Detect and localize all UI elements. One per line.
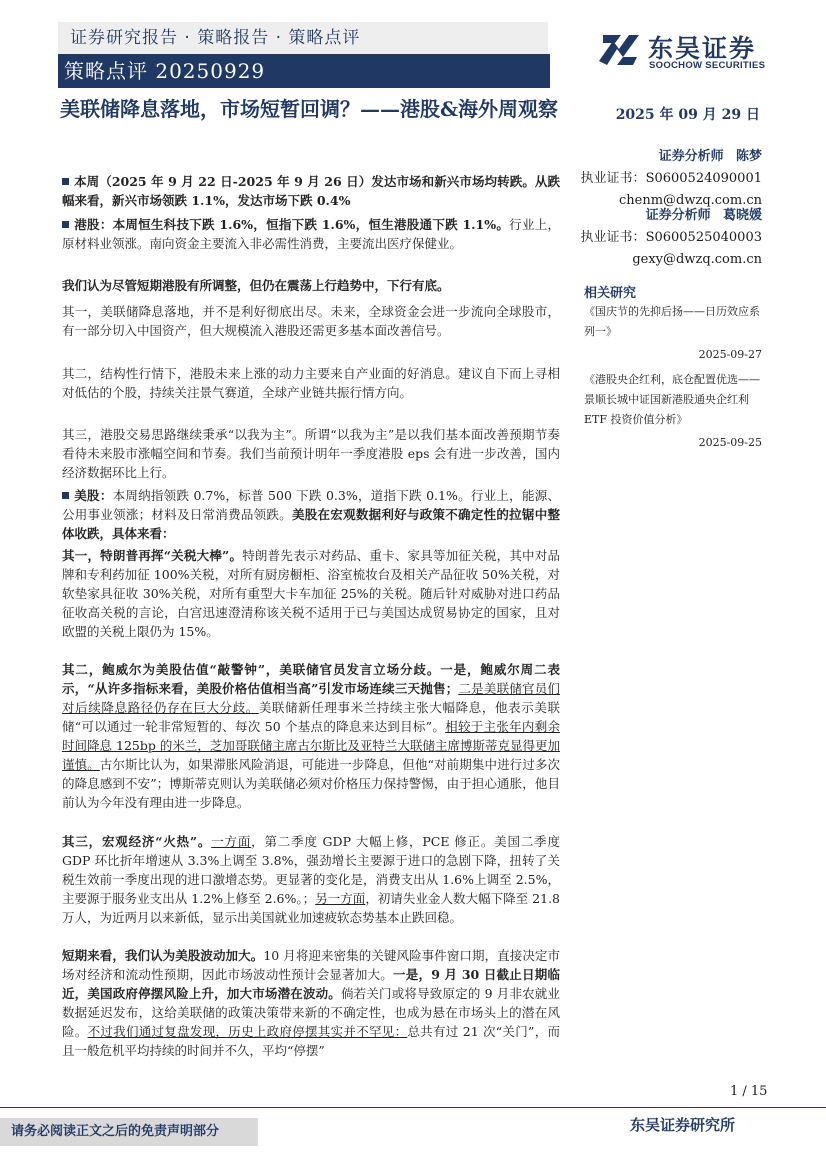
paragraph-2: 其二，结构性行情下，港股未来上涨的动力主要来自产业面的好消息。建议自下而上寻相对低估的个股，持续关注景气赛道，全球产业链共振行情方向。 xyxy=(62,366,560,400)
bullet-hk-market: 港股：本周恒生科技下跌 1.6%，恒指下跌 1.6%，恒生港股通下跌 1.1%。行业上，原材料业领涨。南向资金主要流入非必需性消费，主要流出医疗保健业。 xyxy=(62,217,560,251)
section-fed: 其二，鲍威尔为美股估值“敲警钟”，美联储官员发言立场分歧。一是，鲍威尔周二表示，“从许多指标来看，美股价格估值相当高”引发市场连续三天抛售；二是美联储官员们对后续降息路径仍存在巨大分歧。美联储新任理事米兰持续主张大幅降息，他表示美联储“可以通过一轮非常短暂的、每次 50 个基点的降息来达到目标”。相较于主张年内剩余时间降息 125bp 的米兰，芝加哥联储主席古尔斯比及亚特兰大联储主席博斯蒂克显得更加谨慎。古尔斯比认为，如果滞胀风险消退，可能进一步降息，但他“对前期集中进行过多次的降息感到不安”；博斯蒂克则认为美联储必须对价格压力保持警惕，由于担心通胀，他目前认为今年没有理由进一步降息。 xyxy=(62,662,560,810)
paragraph-3: 其三，港股交易思路继续秉承“以我为主”。所谓“以我为主”是以我们基本面改善预期节奏看待未来股市涨幅空间和节奏。我们当前预计明年一季度港股 eps 会有进一步改善，国内经济数据环比上行。 xyxy=(62,427,560,480)
cert-label: 执业证书： xyxy=(580,230,646,245)
soochow-logo-icon xyxy=(593,27,645,73)
page-number: 1 / 15 xyxy=(730,1084,768,1099)
related-research-title: 相关研究 xyxy=(584,286,637,301)
cert-number: S0600524090001 xyxy=(645,171,762,186)
analyst-role: 证券分析师 xyxy=(645,208,711,223)
analyst-name: 葛晓媛 xyxy=(722,208,762,223)
bullet-square-icon xyxy=(62,492,69,499)
analyst-2 xyxy=(580,205,762,271)
report-type-band: 策略点评 20250929 xyxy=(58,54,550,88)
institute-name: 东吴证券研究所 xyxy=(630,1116,736,1134)
disclaimer-note: 请务必阅读正文之后的免责声明部分 xyxy=(0,1118,258,1146)
bullet-square-icon xyxy=(62,221,69,228)
related-item[interactable]: 《国庆节的先抑后扬——日历效应系列一》 xyxy=(584,305,760,338)
logo-english-name: SOOCHOW SECURITIES xyxy=(649,60,766,71)
logo-name: 东吴证券 xyxy=(648,34,757,63)
cert-number: S0600525040003 xyxy=(645,230,762,245)
paragraph-1: 其一，美联储降息落地，并不是利好彻底出尽。未来，全球资金会进一步流向全球股市，有一部分切入中国资产，但大规模流入港股还需更多基本面改善信号。 xyxy=(62,304,560,338)
bullet-square-icon xyxy=(62,178,69,185)
analyst-email[interactable]: chenm@dwzq.com.cn xyxy=(618,193,762,208)
bullet-us-market: 美股：本周纳指领跌 0.7%，标普 500 下跌 0.3%，道指下跌 0.1%。行业上，能源、公用事业领涨；材料及日常消费品领跌。美股在宏观数据利好与政策不确定性的拉锯中整体收跌，具体来看： xyxy=(62,488,560,541)
report-date: 2025 年 09 月 29 日 xyxy=(615,107,760,123)
section-outlook: 短期来看，我们认为美股波动加大。10 月将迎来密集的关键风险事件窗口期，直接决定市场对经济和流动性预期，因此市场波动性预计会显著加大。一是，9 月 30 日截止日期临近，美国政府停摆风险上升，加大市场潜在波动。倘若关门或将导致原定的 9 月非农就业数据延迟发布，这给美联储的政策决策带来新的不确定性，也成为悬在市场头上的潜在风险。不过我们通过复盘发现，历史上政府停摆其实并不罕见：总共有过 21 次“关门”，而且一般危机平均持续的时间并不久，平均“停摆” xyxy=(62,948,560,1058)
related-item[interactable]: 《港股央企红利，底仓配置优选——景顺长城中证国新港股通央企红利 ETF 投资价值分析》 xyxy=(584,373,760,426)
page-title: 美联储降息落地，市场短暂回调？——港股&海外周观察 xyxy=(60,97,559,121)
analyst-1 xyxy=(580,146,762,212)
section-tariffs: 其一，特朗普再挥“关税大棒”。特朗普先表示对药品、重卡、家具等加征关税，其中对品牌和专利药加征 100%关税，对所有厨房橱柜、浴室梳妆台及相关产品征收 50%关税，对软垫家具征收 30%关税，对所有重型大卡车加征 25%的关税。随后针对威胁对进口药品征收高关税的言论，白宫迅速澄清称该关税不适用于已与美国达成贸易协定的国家，且对欧盟的关税上限仍为 15%。 xyxy=(62,548,560,639)
footer-divider xyxy=(0,1107,826,1108)
section-macro: 其三，宏观经济“火热”。一方面，第二季度 GDP 大幅上修，PCE 修正。美国二季度 GDP 环比折年增速从 3.3%上调至 3.8%，强劲增长主要源于进口的急剧下降，扭转了关税生效前一季度出现的进口激增态势。更显著的变化是，消费支出从 1.6%上调至 2.5%，主要源于服务业支出从 1.2%上修至 2.6%。；另一方面，初请失业金人数大幅下降至 21.8 万人，为近两月以来新低，显示出美国就业加速疲软态势基本止跌回稳。 xyxy=(62,834,560,925)
analyst-role: 证券分析师 xyxy=(658,149,724,164)
related-item-date: 2025-09-25 xyxy=(698,436,762,449)
report-category-bar: 证券研究报告 · 策略报告 · 策略点评 xyxy=(58,22,548,54)
analyst-email[interactable]: gexy@dwzq.com.cn xyxy=(632,252,762,267)
analyst-name: 陈梦 xyxy=(735,149,762,164)
bullet-global-markets: 本周（2025 年 9 月 22 日-2025 年 9 月 26 日）发达市场和新兴市场均转跌。从跌幅来看，新兴市场领跌 1.1%，发达市场下跌 0.4% xyxy=(62,174,560,208)
cert-label: 执业证书： xyxy=(580,171,646,186)
core-view: 我们认为尽管短期港股有所调整，但仍在震荡上行趋势中，下行有底。 xyxy=(62,278,450,293)
related-item-date: 2025-09-27 xyxy=(698,348,762,361)
